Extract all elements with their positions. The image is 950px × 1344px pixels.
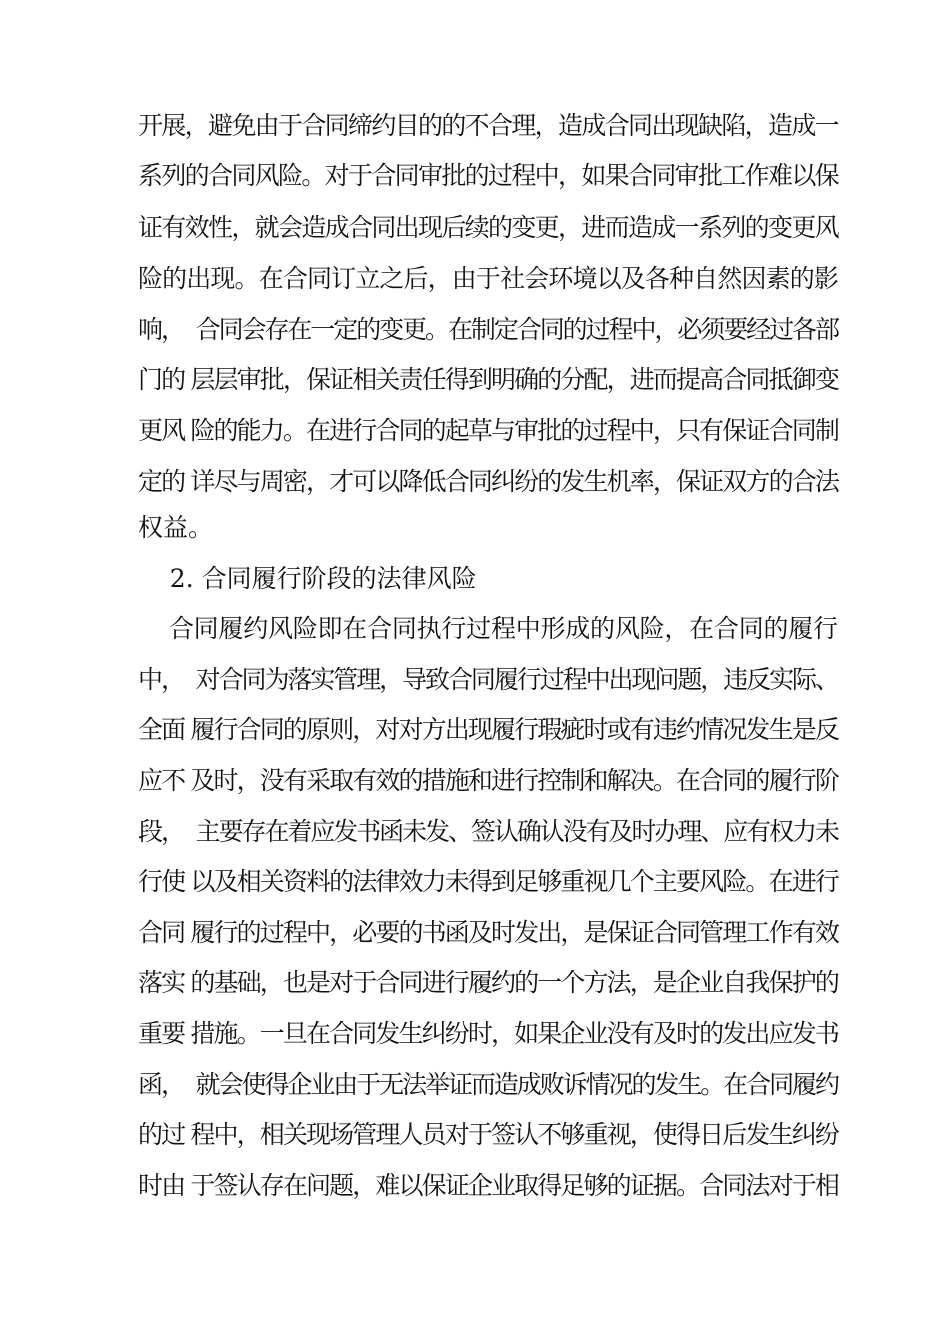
section-heading: 2. 合同履行阶段的法律风险 bbox=[138, 564, 477, 593]
text-line: 全面 履行合同的原则，对对方出现履行瑕疵时或有违约情况发生是反 bbox=[138, 715, 838, 744]
text-line: 行使 以及相关资料的法律效力未得到足够重视几个主要风险。在进行 bbox=[138, 867, 838, 896]
text-line: 开展，避免由于合同缔约目的的不合理，造成合同出现缺陷，造成一 bbox=[138, 111, 839, 140]
text-line: 应不 及时，没有采取有效的措施和进行控制和解决。在合同的履行阶 bbox=[138, 766, 838, 795]
text-line: 的过 程中，相关现场管理人员对于签认不够重视，使得日后发生纠纷 bbox=[138, 1120, 838, 1149]
text-line: 系列的合同风险。对于合同审批的过程中，如果合同审批工作难以保 bbox=[138, 161, 839, 190]
text-line: 合同履约风险即在合同执行过程中形成的风险，在合同的履行 bbox=[138, 614, 838, 643]
text-line: 权益。 bbox=[138, 513, 214, 542]
text-line: 中， 对合同为落实管理，导致合同履行过程中出现问题，违反实际、 bbox=[138, 665, 838, 694]
text-line: 时由 于签认存在问题，难以保证企业取得足够的证据。合同法对于相 bbox=[138, 1171, 838, 1200]
text-line: 落实 的基础，也是对于合同进行履约的一个方法，是企业自我保护的 bbox=[138, 968, 838, 997]
text-line: 定的 详尽与周密，才可以降低合同纠纷的发生机率，保证双方的合法 bbox=[138, 467, 838, 496]
text-line: 段， 主要存在着应发书函未发、签认确认没有及时办理、应有权力未 bbox=[138, 817, 838, 846]
text-line: 响， 合同会存在一定的变更。在制定合同的过程中，必须要经过各部 bbox=[138, 315, 838, 344]
text-line: 合同 履行的过程中，必要的书函及时发出，是保证合同管理工作有效 bbox=[138, 918, 838, 947]
text-line: 门的 层层审批，保证相关责任得到明确的分配，进而提高合同抵御变 bbox=[138, 365, 838, 394]
text-line: 重要 措施。一旦在合同发生纠纷时，如果企业没有及时的发出应发书 bbox=[138, 1019, 838, 1048]
text-line: 更风 险的能力。在进行合同的起草与审批的过程中，只有保证合同制 bbox=[138, 416, 838, 445]
text-line: 险的出现。在合同订立之后，由于社会环境以及各种自然因素的影 bbox=[138, 264, 839, 293]
text-line: 函， 就会使得企业由于无法举证而造成败诉情况的发生。在合同履约 bbox=[138, 1070, 838, 1099]
text-line: 证有效性，就会造成合同出现后续的变更，进而造成一系列的变更风 bbox=[138, 213, 839, 242]
